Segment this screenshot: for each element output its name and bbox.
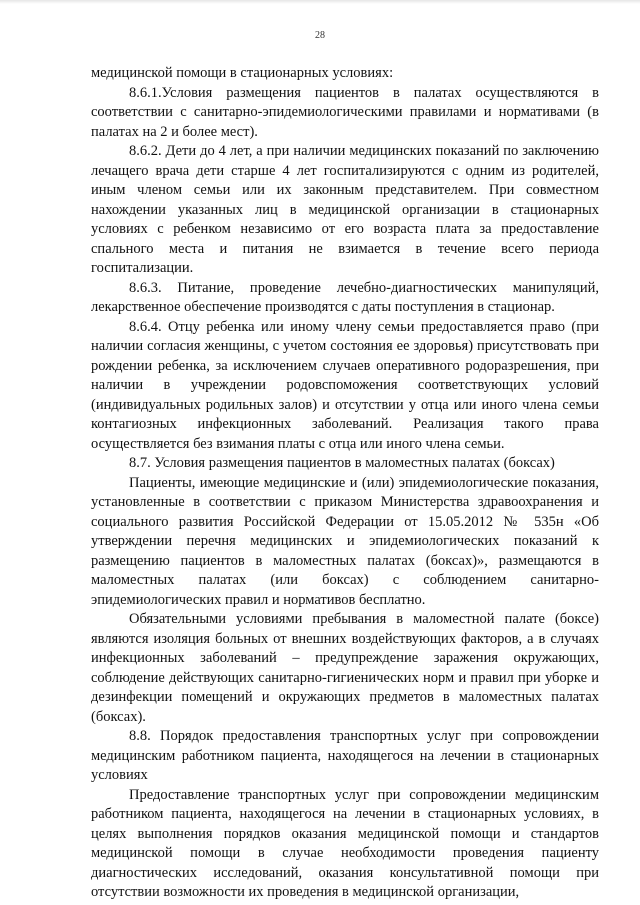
- paragraph-8-6-3: 8.6.3. Питание, проведение лечебно-диагностических манипуляций, лекарственное обеспечение производятся с даты поступления в стационар.: [91, 279, 599, 315]
- paragraph-continuation: медицинской помощи в стационарных условиях:: [91, 65, 394, 81]
- paragraph-8-6-2: 8.6.2. Дети до 4 лет, а при наличии медицинских показаний по заключению лечащего врача дети старше 4 лет госпитализируются с одним из родителей, иным членом семьи или их законным представителем. При совместном нахождении указанных лиц в медицинской организации в стационарных условиях с ребенком независимо от его возраста плата за предоставление спального места и питания не взимается в течение всего периода госпитализации.: [91, 143, 599, 276]
- section-heading-8-8: 8.8. Порядок предоставления транспортных услуг при сопровождении медицинским работником пациента, находящегося на лечении в стационарных условиях: [91, 728, 599, 783]
- scan-top-edge: [0, 0, 640, 4]
- paragraph-8-6-1: 8.6.1.Условия размещения пациентов в палатах осуществляются в соответствии с санитарно-эпидемиологическими правилами и нормативами (в палатах на 2 и более мест).: [91, 84, 599, 140]
- paragraph-8-8-body: Предоставление транспортных услуг при сопровождении медицинским работником пациента, находящегося на лечении в стационарных условиях, в целях выполнения порядков оказания медицинской помощи и стандартов медицинской помощи в случае необходимости проведения пациенту диагностических исследований, оказания консультативной помощи при отсутствии возможности их проведения в медицинской организации,: [91, 786, 599, 900]
- page-number: 28: [315, 30, 325, 41]
- document-text: [91, 64, 599, 903]
- paragraph-8-7-body-1: Пациенты, имеющие медицинские и (или) эпидемиологические показания, установленные в соответствии с приказом Министерства здравоохранения и социального развития Российской Федерации от 15.05.2012 № 535н «Об утверждении перечня медицинских и эпидемиологических показаний к размещению пациентов в маломестных палатах (боксах)», размещаются в маломестных палатах (или боксах) с соблюдением санитарно-эпидемиологических правил и нормативов бесплатно.: [91, 474, 599, 608]
- paragraph-8-6-4: 8.6.4. Отцу ребенка или иному члену семьи предоставляется право (при наличии согласия женщины, с учетом состояния ее здоровья) присутствовать при рождении ребенка, за исключением случаев оперативного родоразрешения, при наличии в учреждении родовспоможения соответствующих условий (индивидуальных родильных залов) и отсутствии у отца или иного члена семьи контагиозных инфекционных заболеваний. Реализация такого права осуществляется без взимания платы с отца или иного члена семьи.: [91, 318, 599, 452]
- section-heading-8-7: 8.7. Условия размещения пациентов в маломестных палатах (боксах): [129, 455, 555, 471]
- paragraph-8-7-body-2: Обязательными условиями пребывания в маломестной палате (боксе) являются изоляция больных от внешних воздействующих факторов, а в случаях инфекционных заболеваний – предупреждение заражения окружающих, соблюдение действующих санитарно-гигиенических норм и правил при уборке и дезинфекции помещений и окружающих предметов в маломестных палатах (боксах).: [91, 611, 599, 725]
